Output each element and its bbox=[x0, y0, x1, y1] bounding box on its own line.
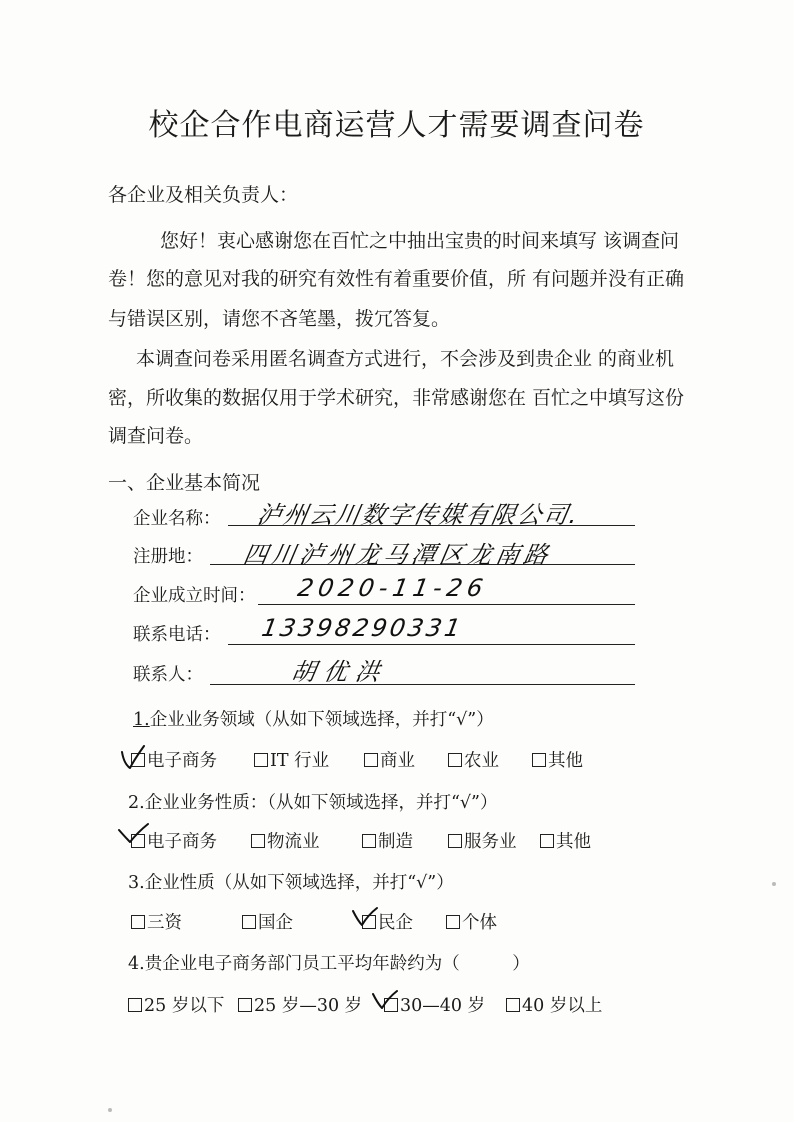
intro-paragraph-2-line-1: 本调查问卷采用匿名调查方式进行，不会涉及到贵企业 的商业机 bbox=[136, 348, 675, 370]
q4-checkmark-icon bbox=[370, 988, 400, 1012]
contact-underline bbox=[210, 684, 635, 685]
checkbox-icon[interactable] bbox=[364, 753, 378, 767]
page-title: 校企合作电商运营人才需要调查问卷 bbox=[148, 108, 645, 143]
checkbox-icon[interactable] bbox=[254, 753, 268, 767]
q4-option-3[interactable]: 40 岁以上 bbox=[506, 992, 602, 1017]
scan-speck bbox=[772, 882, 776, 886]
checkbox-icon[interactable] bbox=[242, 915, 256, 929]
intro-paragraph-1-line-2: 卷！您的意见对我的研究有效性有着重要价值，所 有问题并没有正确 bbox=[108, 268, 685, 290]
intro-paragraph-2-line-3: 调查问卷。 bbox=[108, 425, 204, 447]
q4-option-0[interactable]: 25 岁以下 bbox=[128, 992, 224, 1017]
checkbox-icon[interactable] bbox=[448, 834, 462, 848]
phone-value[interactable]: 13398290331 bbox=[259, 614, 466, 642]
founded-value[interactable]: 2020-11-26 bbox=[295, 574, 490, 602]
contact-value[interactable]: 胡优洪 bbox=[289, 658, 391, 686]
q2-option-0[interactable]: 电子商务 bbox=[131, 828, 217, 853]
q1-option-2[interactable]: 商业 bbox=[364, 747, 415, 772]
q2-option-3[interactable]: 服务业 bbox=[448, 828, 517, 853]
question-1-text: 企业业务领域（从如下领域选择，并打“√”） bbox=[149, 710, 494, 730]
q2-option-1[interactable]: 物流业 bbox=[251, 828, 320, 853]
q2-option-4[interactable]: 其他 bbox=[540, 828, 591, 853]
q3-option-1[interactable]: 国企 bbox=[242, 909, 293, 934]
question-4: 4.贵企业电子商务部门员工平均年龄约为（ ） bbox=[128, 954, 530, 974]
checkbox-icon[interactable] bbox=[532, 753, 546, 767]
question-1-number: 1. bbox=[133, 710, 150, 730]
q3-option-0[interactable]: 三资 bbox=[131, 909, 182, 934]
q1-option-3[interactable]: 农业 bbox=[448, 747, 499, 772]
q1-option-0[interactable]: 电子商务 bbox=[131, 747, 217, 772]
phone-label: 联系电话： bbox=[133, 625, 221, 645]
intro-paragraph-2-line-2: 密，所收集的数据仅用于学术研究，非常感谢您在 百忙之中填写这份 bbox=[108, 387, 685, 409]
salutation: 各企业及相关负责人： bbox=[108, 184, 299, 206]
intro-paragraph-1-line-1: 您好！衷心感谢您在百忙之中抽出宝贵的时间来填写 该调查问 bbox=[160, 230, 680, 252]
q3-option-2[interactable]: 民企 bbox=[362, 909, 413, 934]
question-2: 2.企业业务性质：（从如下领域选择，并打“√”） bbox=[128, 793, 498, 813]
intro-paragraph-1-line-3: 与错误区别，请您不吝笔墨，拨冗答复。 bbox=[108, 308, 451, 330]
section-heading: 一、企业基本简况 bbox=[108, 472, 261, 494]
checkbox-icon[interactable] bbox=[448, 753, 462, 767]
q1-option-1[interactable]: IT 行业 bbox=[254, 747, 329, 772]
checkbox-icon[interactable] bbox=[446, 915, 460, 929]
company-name-value[interactable]: 泸州云川数字传媒有限公司. bbox=[255, 501, 582, 529]
question-3: 3.企业性质（从如下领域选择，并打“√”） bbox=[128, 873, 454, 893]
contact-label: 联系人： bbox=[133, 665, 203, 685]
q4-option-2[interactable]: 30—40 岁 bbox=[384, 992, 485, 1017]
q1-option-4[interactable]: 其他 bbox=[532, 747, 583, 772]
q4-option-1[interactable]: 25 岁—30 岁 bbox=[238, 992, 362, 1017]
scan-speck bbox=[108, 1108, 112, 1112]
founded-label: 企业成立时间： bbox=[133, 586, 256, 606]
q2-checkmark-icon bbox=[116, 822, 150, 846]
q3-option-3[interactable]: 个体 bbox=[446, 909, 497, 934]
checkbox-icon[interactable] bbox=[362, 834, 376, 848]
q2-option-2[interactable]: 制造 bbox=[362, 828, 413, 853]
checkbox-icon[interactable] bbox=[251, 834, 265, 848]
q3-checkmark-icon bbox=[350, 905, 380, 929]
question-1 bbox=[133, 706, 494, 731]
q1-checkmark-icon bbox=[118, 742, 148, 772]
address-value[interactable]: 四川泸州龙马潭区龙南路 bbox=[241, 541, 555, 569]
checkbox-icon[interactable] bbox=[128, 998, 142, 1012]
company-name-label: 企业名称： bbox=[133, 509, 221, 529]
checkbox-icon[interactable] bbox=[238, 998, 252, 1012]
checkbox-icon[interactable] bbox=[540, 834, 554, 848]
checkbox-icon[interactable] bbox=[131, 915, 145, 929]
address-label: 注册地： bbox=[133, 547, 203, 567]
founded-underline bbox=[258, 604, 635, 605]
phone-underline bbox=[228, 644, 635, 645]
checkbox-icon[interactable] bbox=[506, 998, 520, 1012]
